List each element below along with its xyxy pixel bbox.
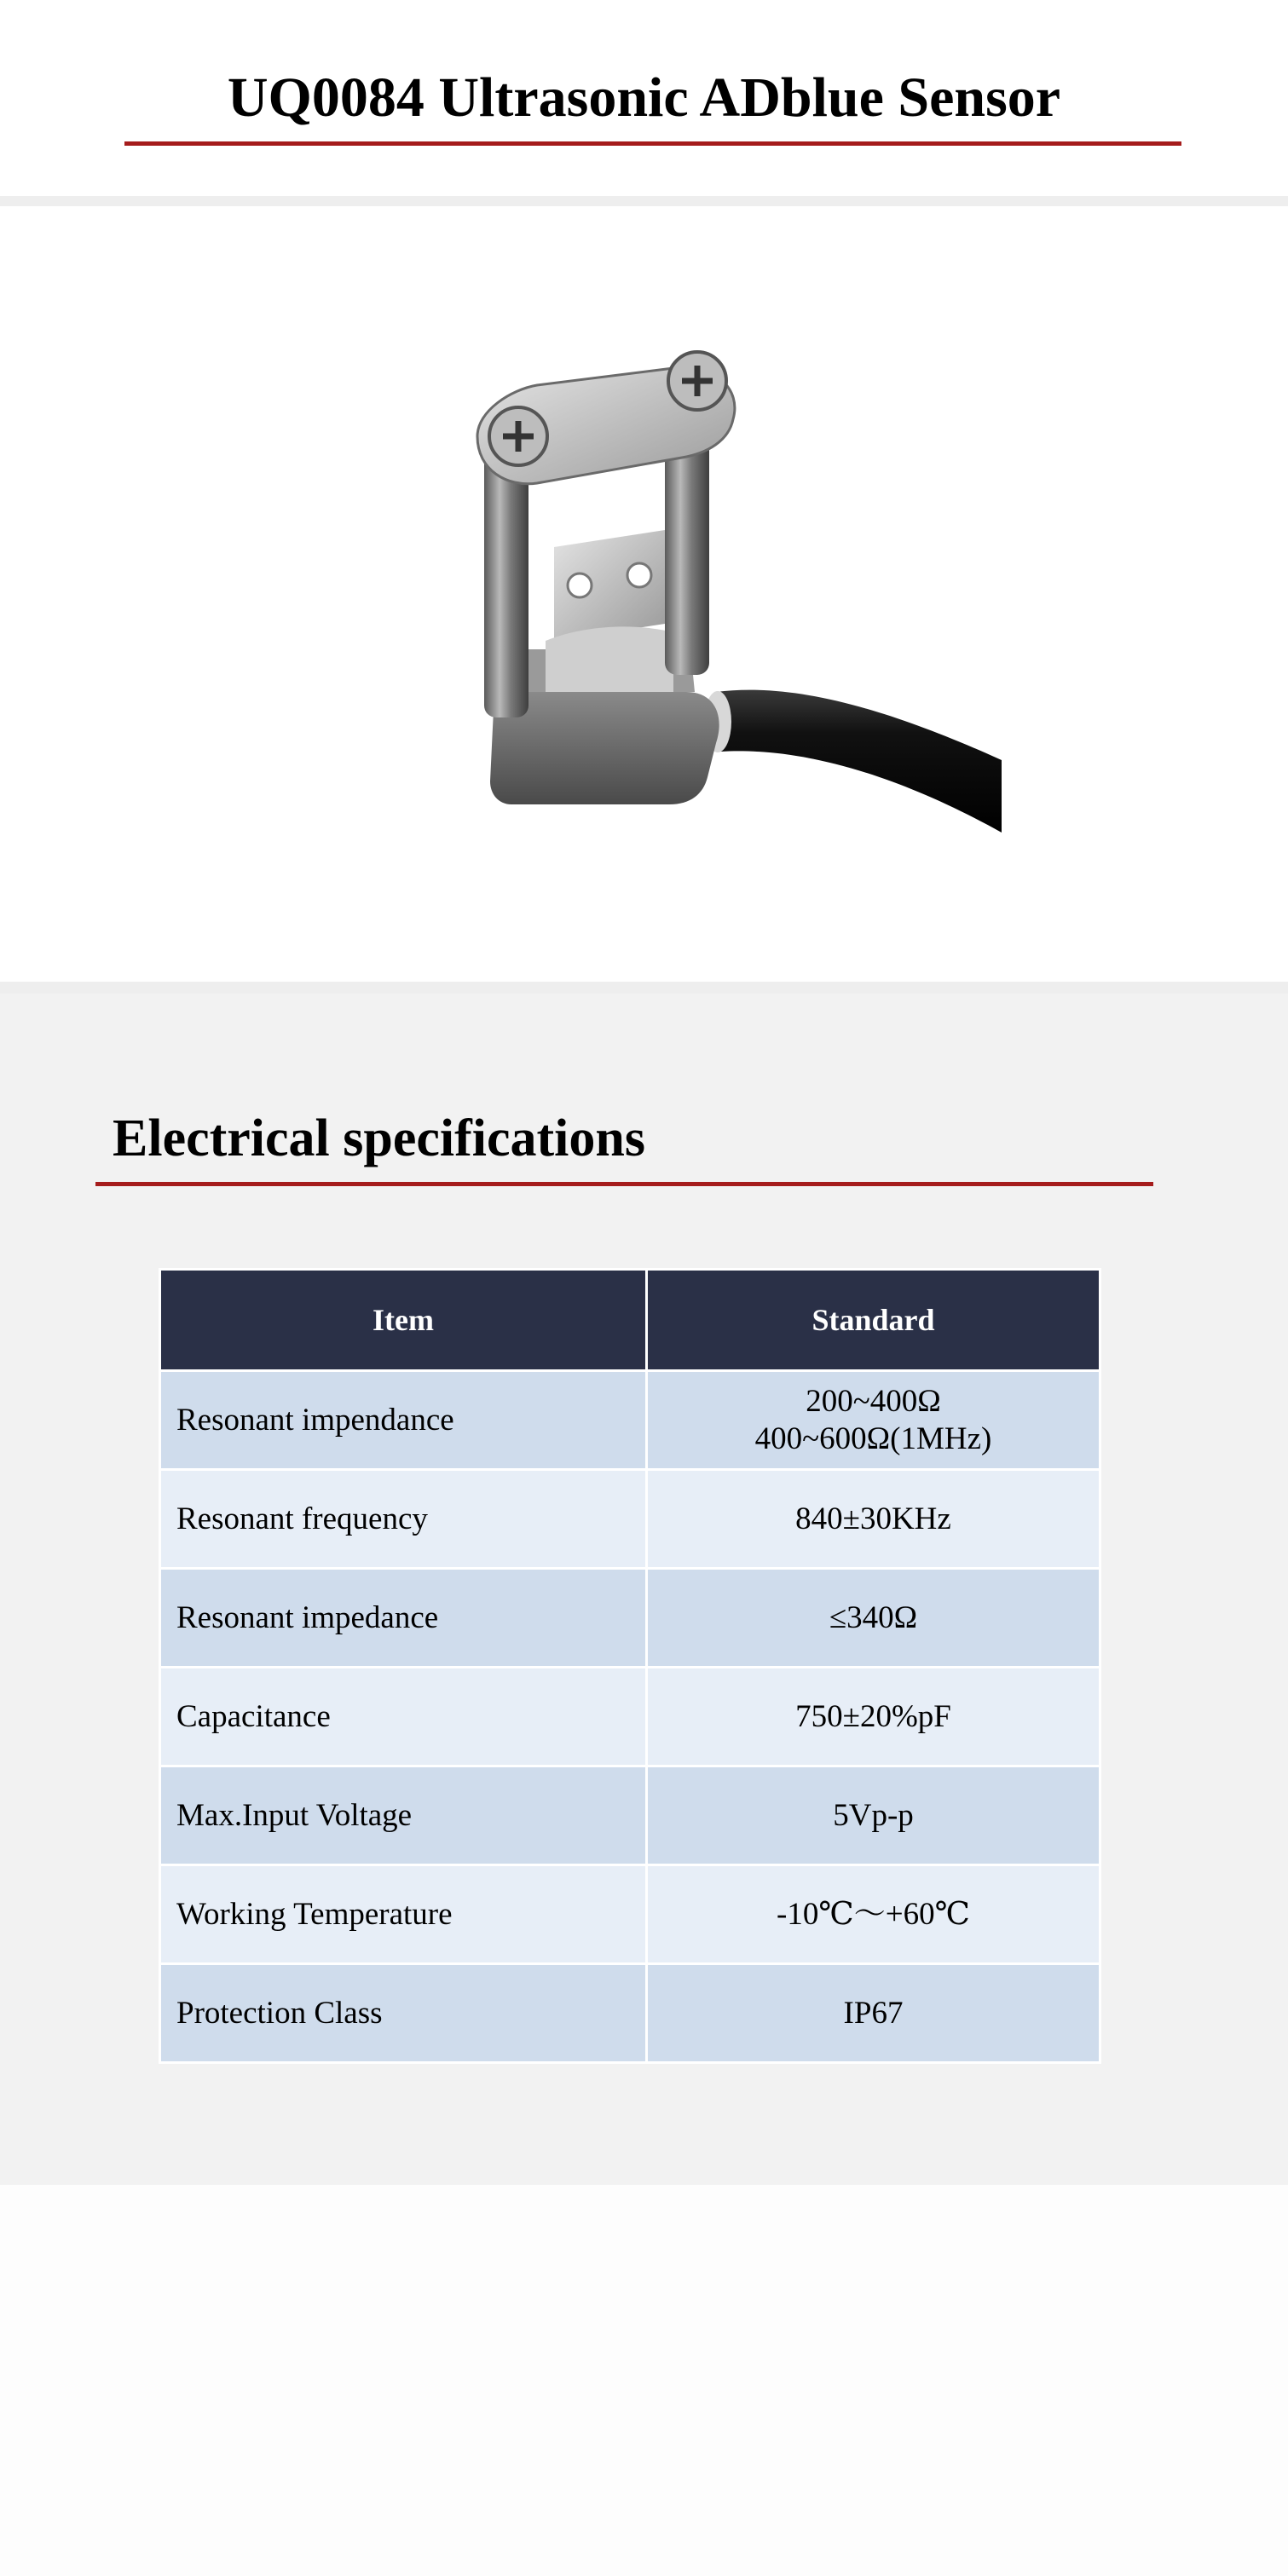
product-image-section [0, 206, 1288, 982]
row-standard-line: IP67 [843, 1995, 904, 2031]
row-standard [647, 1470, 1100, 1569]
row-standard [647, 1371, 1100, 1470]
specs-title: Electrical specifications [113, 1109, 645, 1167]
ultrasonic-sensor-product-illustration [460, 317, 1006, 862]
row-item: Resonant frequency [160, 1470, 647, 1569]
table-row [160, 1865, 1100, 1964]
table-row [160, 1470, 1100, 1569]
table-row [160, 1964, 1100, 2063]
row-standard [647, 1766, 1100, 1865]
spec-table [159, 1268, 1101, 2064]
row-standard [647, 1668, 1100, 1766]
table-header-row [160, 1270, 1100, 1371]
row-standard [647, 1569, 1100, 1668]
column-header-item: Item [160, 1270, 647, 1371]
row-item: Resonant impedance [160, 1569, 647, 1668]
row-standard-line: 840±30KHz [795, 1501, 951, 1536]
table-row [160, 1569, 1100, 1668]
specs-title-underline [95, 1182, 1153, 1186]
row-standard [647, 1865, 1100, 1964]
table-row [160, 1766, 1100, 1865]
page-footer-blank [0, 2185, 1288, 2576]
row-item: Capacitance [160, 1668, 647, 1766]
page-header [0, 0, 1288, 196]
row-standard-line: 400~600Ω(1MHz) [754, 1421, 992, 1456]
section-divider [0, 196, 1288, 206]
table-row [160, 1371, 1100, 1470]
row-item: Max.Input Voltage [160, 1766, 647, 1865]
row-item: Resonant impendance [160, 1371, 647, 1470]
row-standard-line: 5Vp-p [833, 1797, 914, 1833]
row-standard-line: 200~400Ω [806, 1383, 941, 1419]
row-item: Protection Class [160, 1964, 647, 2063]
column-header-standard: Standard [647, 1270, 1100, 1371]
row-item: Working Temperature [160, 1865, 647, 1964]
row-standard-line: 750±20%pF [795, 1698, 951, 1734]
page-title: UQ0084 Ultrasonic ADblue Sensor [227, 66, 1061, 129]
row-standard-line: ≤340Ω [829, 1599, 918, 1635]
table-row [160, 1668, 1100, 1766]
row-standard [647, 1964, 1100, 2063]
section-divider [0, 982, 1288, 994]
title-underline [124, 141, 1181, 146]
electrical-specs-section [0, 994, 1288, 2185]
row-standard-line: -10℃〜+60℃ [777, 1896, 970, 1932]
